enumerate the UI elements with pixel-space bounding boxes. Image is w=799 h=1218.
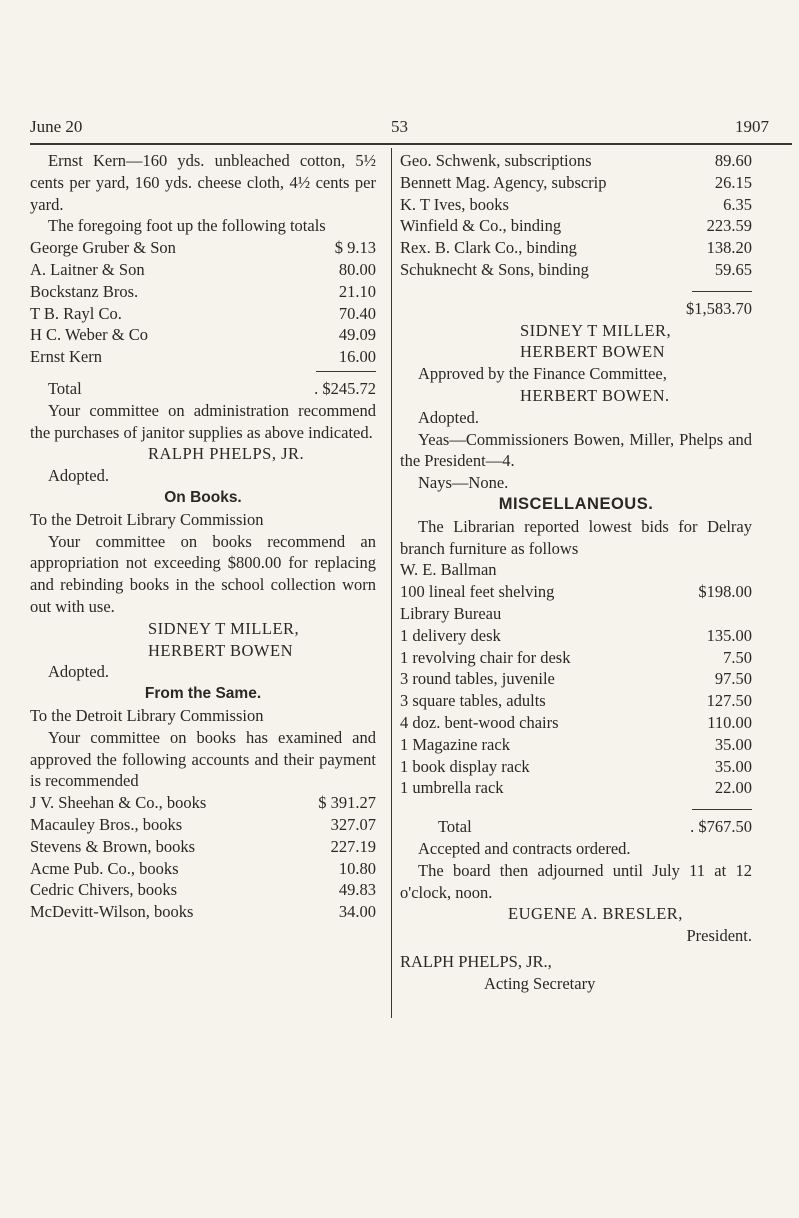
list-item — [400, 712, 752, 734]
item-amount: 70.40 — [338, 303, 376, 323]
item-amount: 97.50 — [714, 669, 752, 689]
secretary-name: RALPH PHELPS, JR., — [400, 951, 552, 971]
item-amount: 135.00 — [706, 625, 752, 645]
item-name: K. T Ives, books — [400, 194, 509, 214]
approved-text: Approved by the Finance Committee, — [418, 364, 667, 384]
list-item — [30, 237, 376, 259]
list-item — [30, 814, 376, 836]
item-name: A. Laitner & Son — [30, 259, 145, 279]
item-amount: 138.20 — [706, 238, 752, 258]
signer-phelps: RALPH PHELPS, JR. — [148, 444, 305, 464]
item-name: George Gruber & Son — [30, 238, 176, 258]
list-item — [30, 303, 376, 325]
list-item — [30, 324, 376, 346]
item-name: Geo. Schwenk, subscriptions — [400, 151, 592, 170]
accounts-list — [30, 792, 376, 923]
item-amount: 49.09 — [338, 325, 376, 345]
item-amount: 35.00 — [714, 756, 752, 776]
books-signer-bowen: HERBERT BOWEN — [148, 640, 293, 660]
item-name: McDevitt-Wilson, books — [30, 902, 194, 922]
item-amount: 227.19 — [330, 836, 376, 856]
item-name: 1 umbrella rack — [400, 778, 504, 798]
total-label: Total — [48, 378, 82, 398]
adopted-2: Adopted. — [48, 662, 109, 682]
list-item — [400, 647, 752, 669]
item-amount: 16.00 — [338, 347, 376, 367]
secretary-title: Acting Secretary — [484, 973, 596, 993]
books-paragraph: Your committee on books recommend an appropriation not exceeding $800.00 for replacing and rebinding books in the school collection worn out with use. — [30, 531, 376, 616]
books-addressee: To the Detroit Library Commission — [30, 509, 264, 529]
approved-signer: HERBERT BOWEN. — [520, 385, 670, 405]
list-item — [30, 879, 376, 901]
item-name: Winfield & Co., binding — [400, 216, 562, 236]
accepted-text: Accepted and contracts ordered. — [418, 838, 631, 858]
item-amount: 7.50 — [723, 647, 752, 667]
item-name: 1 book display rack — [400, 756, 530, 776]
right-column — [400, 150, 752, 994]
books-signer-miller: SIDNEY T MILLER, — [148, 618, 300, 638]
item-name: Acme Pub. Co., books — [30, 858, 179, 878]
same-addressee: To the Detroit Library Commission — [30, 705, 264, 725]
item-name: Rex. B. Clark Co., binding — [400, 238, 577, 258]
signer-miller: SIDNEY T MILLER, — [520, 320, 672, 340]
totals-list — [30, 237, 376, 368]
item-name: J V. Sheehan & Co., books — [30, 793, 207, 813]
header-date: June 20 — [30, 117, 83, 136]
item-name: T B. Rayl Co. — [30, 303, 122, 323]
same-heading: From the Same. — [144, 685, 262, 703]
list-item — [400, 756, 752, 778]
misc-paragraph: The Librarian reported lowest bids for Delray branch furniture as follows — [400, 516, 752, 558]
books-heading: On Books. — [164, 488, 242, 506]
item-amount: 34.00 — [338, 902, 376, 922]
item-amount: $ 9.13 — [334, 238, 376, 258]
same-paragraph: Your committee on books has examined and approved the following accounts and their payment is recommended — [30, 727, 376, 791]
total-row — [30, 378, 376, 400]
total-amount: . $767.50 — [690, 817, 752, 837]
nays-text: Nays—None. — [418, 473, 509, 493]
item-amount: 89.60 — [714, 151, 752, 170]
item-name: 1 delivery desk — [400, 625, 501, 645]
item-name: Macauley Bros., books — [30, 814, 183, 834]
intro-paragraph: Ernst Kern—160 yds. unbleached cotton, 5½ cents per yard, 160 yds. cheese cloth, 4½ cents per yard. — [30, 151, 376, 214]
item-amount: 127.50 — [706, 691, 752, 711]
item-amount: 10.80 — [338, 858, 376, 878]
accounts-total: $1,583.70 — [686, 298, 752, 318]
adjourned-text: The board then adjourned until July 11 at 12 o'clock, noon. — [400, 860, 752, 902]
list-item — [400, 172, 752, 194]
list-item — [400, 215, 752, 237]
signer-bowen: HERBERT BOWEN — [520, 342, 665, 362]
column-divider — [391, 148, 392, 1018]
item-amount: 35.00 — [714, 734, 752, 754]
item-amount: 223.59 — [706, 216, 752, 236]
president-title: President. — [686, 926, 752, 946]
total-amount: . $245.72 — [314, 378, 376, 398]
item-name: H C. Weber & Co — [30, 325, 148, 345]
page-header — [30, 117, 769, 139]
list-item — [400, 194, 752, 216]
item-amount: 59.65 — [714, 259, 752, 279]
item-name: Bockstanz Bros. — [30, 281, 139, 301]
sum-rule — [400, 809, 752, 810]
total-row — [400, 816, 752, 838]
list-item — [30, 792, 376, 814]
item-name: 100 lineal feet shelving — [400, 582, 555, 602]
header-year: 1907 — [735, 117, 769, 136]
item-name: 1 Magazine rack — [400, 734, 510, 754]
right-accounts-list — [400, 150, 752, 281]
president-name: EUGENE A. BRESLER, — [508, 904, 683, 924]
item-amount: 49.83 — [338, 880, 376, 900]
misc-heading: MISCELLANEOUS. — [498, 494, 654, 513]
item-name: Schuknecht & Sons, binding — [400, 259, 589, 279]
foot-text: The foregoing foot up the following totals — [48, 216, 326, 236]
list-item — [400, 668, 752, 690]
item-name: Cedric Chivers, books — [30, 880, 178, 900]
list-item — [30, 858, 376, 880]
item-name: Stevens & Brown, books — [30, 836, 195, 856]
list-item — [30, 346, 376, 368]
recommend-paragraph: Your committee on administration recommend the purchases of janitor supplies as above indicated. — [30, 400, 376, 442]
total-label: Total — [438, 817, 472, 837]
sum-rule — [400, 291, 752, 292]
item-name: 4 doz. bent-wood chairs — [400, 712, 559, 732]
bids-list — [400, 625, 752, 799]
list-item — [30, 901, 376, 923]
page-number: 53 — [391, 117, 408, 136]
list-item — [30, 836, 376, 858]
item-amount: 26.15 — [714, 172, 752, 192]
item-amount: 80.00 — [338, 259, 376, 279]
item-name: Ernst Kern — [30, 347, 102, 367]
list-item — [400, 581, 752, 603]
item-name: Bennett Mag. Agency, subscrip — [400, 172, 607, 192]
header-rule — [30, 143, 792, 145]
item-name: 1 revolving chair for desk — [400, 647, 571, 667]
item-amount: $198.00 — [698, 582, 752, 602]
yeas-text: Yeas—Commissioners Bowen, Miller, Phelps and the President—4. — [400, 429, 752, 471]
item-name: 3 square tables, adults — [400, 691, 546, 711]
list-item — [400, 777, 752, 799]
item-amount: 6.35 — [723, 194, 752, 214]
item-name: 3 round tables, juvenile — [400, 669, 555, 689]
item-amount: 22.00 — [714, 778, 752, 798]
list-item — [400, 237, 752, 259]
item-amount: 327.07 — [330, 814, 376, 834]
item-amount: 110.00 — [707, 712, 752, 732]
item-amount: 21.10 — [338, 281, 376, 301]
bidder-name: W. E. Ballman — [400, 560, 497, 580]
bureau-name: Library Bureau — [400, 603, 502, 623]
list-item — [400, 259, 752, 281]
list-item — [400, 690, 752, 712]
list-item — [30, 281, 376, 303]
left-column — [30, 150, 376, 923]
list-item — [400, 734, 752, 756]
sum-rule — [30, 371, 376, 372]
list-item — [400, 150, 752, 172]
item-amount: $ 391.27 — [318, 793, 376, 813]
list-item — [400, 625, 752, 647]
list-item — [30, 259, 376, 281]
adopted-1: Adopted. — [48, 466, 109, 486]
adopted-3: Adopted. — [418, 407, 479, 427]
